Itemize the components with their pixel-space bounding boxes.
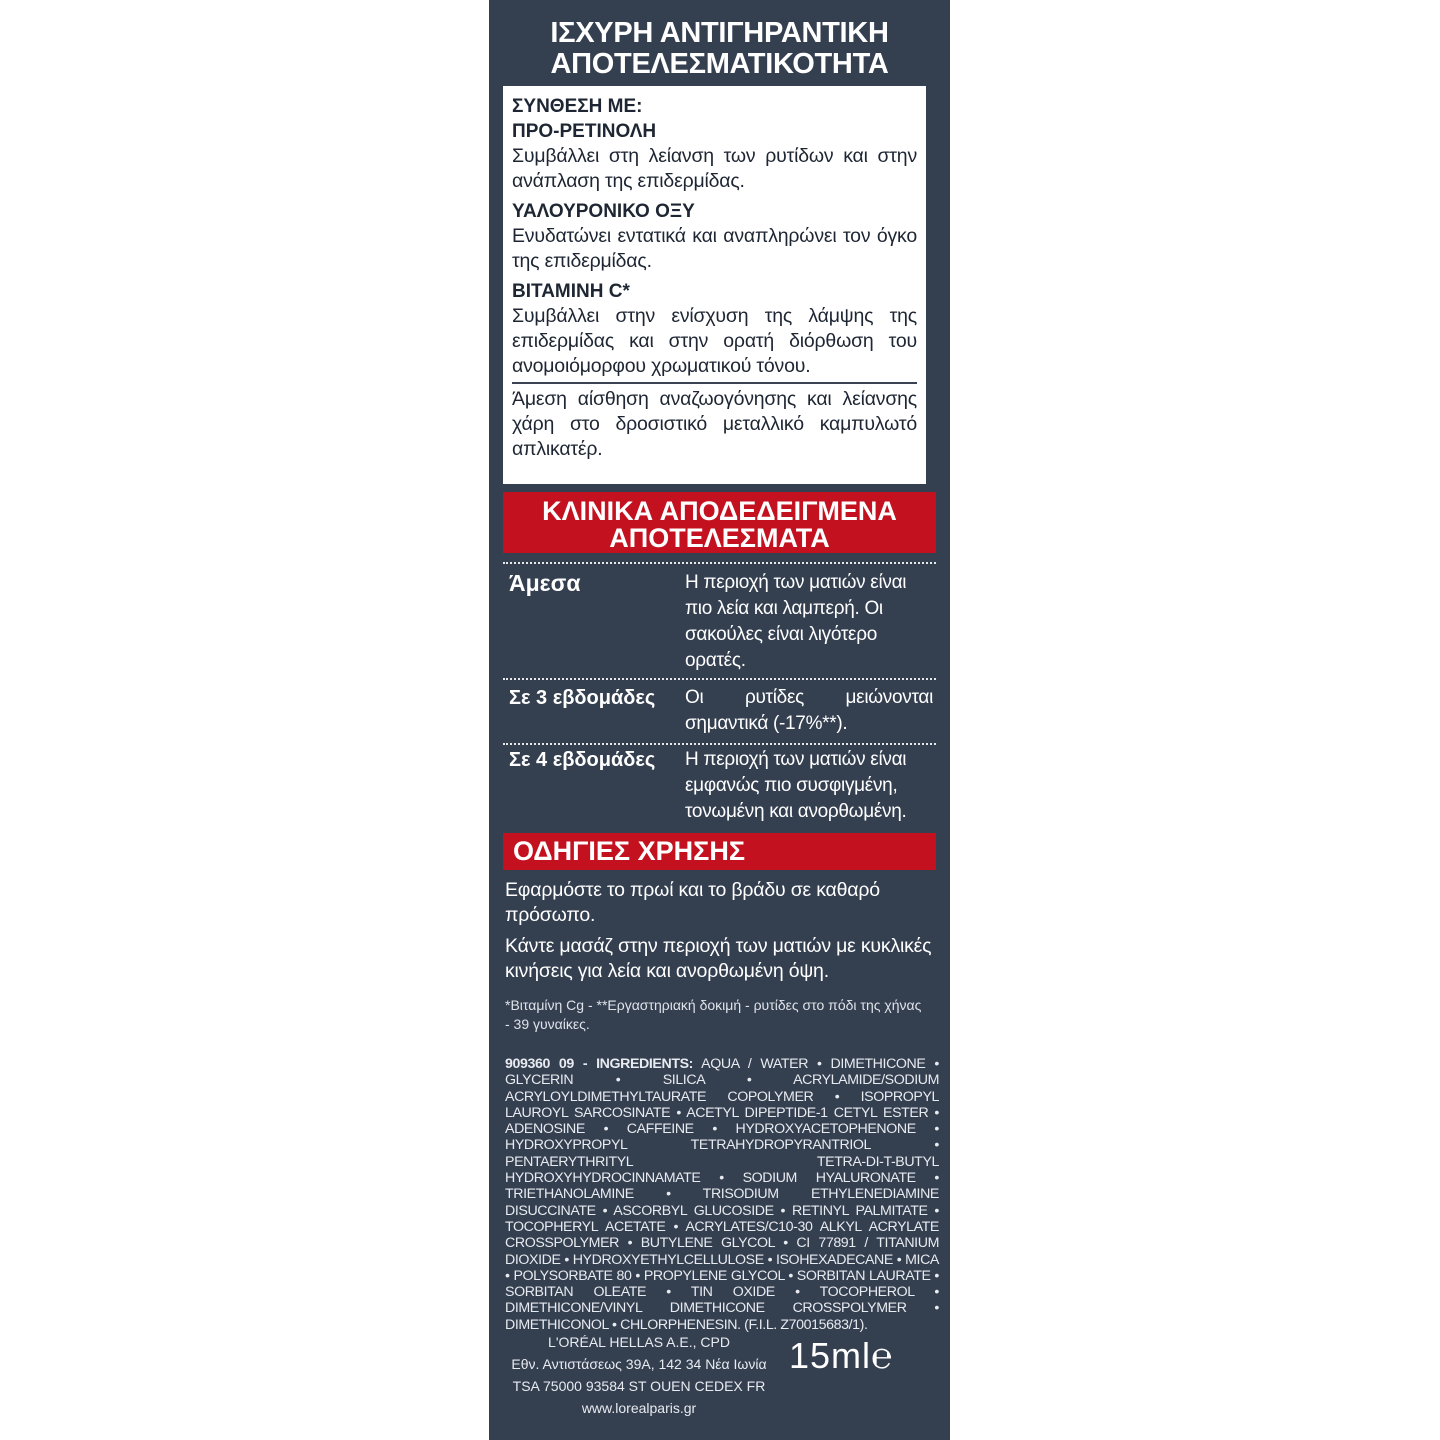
ingredients-code: 909360 09 - INGREDIENTS:	[505, 1056, 693, 1072]
results-what: Οι ρυτίδες μειώνονται σημαντικά (-17%**).	[685, 687, 933, 734]
footnote: *Βιταμίνη Cg - **Εργαστηριακή δοκιμή - ρυτίδες στο πόδι της χήνας - 39 γυναίκες.	[505, 997, 922, 1032]
company-website[interactable]: www.lorealparis.gr	[581, 1400, 697, 1416]
results-what: Η περιοχή των ματιών είναι εμφανώς πιο συσφιγμένη, τονωμένη και ανορθωμένη.	[685, 749, 907, 822]
company-name: L'ORÉAL HELLAS A.E., CPD	[548, 1334, 730, 1350]
divider	[512, 382, 917, 384]
dotted-divider	[503, 562, 936, 564]
results-what: Η περιοχή των ματιών είναι πιο λεία και λαμπερή. Οι σακούλες είναι λιγότερο ορατές.	[685, 572, 907, 671]
dotted-divider	[503, 743, 936, 745]
usage-paragraph-1: Εφαρμόστε το πρωί και το βράδυ σε καθαρό πρόσωπο.	[505, 879, 880, 926]
results-when: Σε 4 εβδομάδες	[509, 749, 656, 771]
company-address: Εθν. Αντιστάσεως 39Α, 142 34 Νέα Ιωνία	[511, 1356, 767, 1372]
ingredient-name: ΠΡΟ-ΡΕΤΙΝΟΛΗ	[512, 121, 657, 142]
results-title-line-2: ΑΠΟΤΕΛΕΣΜΑΤΑ	[609, 523, 830, 553]
ingredient-description: Ενυδατώνει εντατικά και αναπληρώνει τον όγκο της επιδερμίδας.	[512, 225, 917, 272]
ingredients-list	[505, 1056, 939, 1333]
results-when: Σε 3 εβδομάδες	[509, 687, 656, 709]
usage-title-bar	[503, 833, 936, 870]
usage-title: ΟΔΗΓΙΕΣ ΧΡΗΣΗΣ	[513, 836, 746, 866]
header-line-2: ΑΠΟΤΕΛΕΣΜΑΤΙΚΟΤΗΤΑ	[550, 48, 889, 80]
results-title-line-1: ΚΛΙΝΙΚΑ ΑΠΟΔΕΔΕΙΓΜΕΝΑ	[542, 496, 897, 526]
dotted-divider	[503, 678, 936, 680]
ingredient-name: ΥΑΛΟΥΡΟΝΙΚΟ ΟΞΥ	[512, 201, 695, 222]
ingredients-text: AQUA / WATER • DIMETHICONE • GLYCERIN • SILICA • ACRYLAMIDE/SODIUM ACRYLOYLDIMETHYLTAURATE COPOLYMER • ISOPROPYL LAUROYL SARCOSINATE • ACETYL DIPEPTIDE-1 CETYL ESTER • ADENOSINE • CAFFEINE • HYDROXYACETOPHENONE • HYDROXYPROPYL TETRAHYDROPYRANTRIOL • PENTAERYTHRITYL TETRA-DI-T-BUTYL HYDROXYHYDROCINNAMATE • SODIUM HYALURONATE • TRIETHANOLAMINE • TRISODIUM ETHYLENEDIAMINE DISUCCINATE • ASCORBYL GLUCOSIDE • RETINYL PALMITATE • TOCOPHERYL ACETATE • ACRYLATES/C10-30 ALKYL ACRYLATE CROSSPOLYMER • BUTYLENE GLYCOL • CI 77891 / TITANIUM DIOXIDE • HYDROXYETHYLCELLULOSE • ISOHEXADECANE • MICA • POLYSORBATE 80 • PROPYLENE GLYCOL • SORBITAN LAURATE • SORBITAN OLEATE • TIN OXIDE • TOCOPHEROL • DIMETHICONE/VINYL DIMETHICONE CROSSPOLYMER • DIMETHICONOL • CHLORPHENESIN. (F.I.L. Z70015683/1).	[505, 1056, 939, 1333]
composition-intro: ΣΥΝΘΕΣΗ ΜΕ:	[512, 96, 643, 117]
usage-paragraph-2: Κάντε μασάζ στην περιοχή των ματιών με κυκλικές κινήσεις για λεία και ανορθωμένη όψη.	[505, 935, 932, 982]
ingredient-description: Συμβάλλει στην ενίσχυση της λάμψης της επιδερμίδας και στην ορατή διόρθωση του ανομοιόμορφου χρωματικού τόνου.	[512, 305, 917, 377]
volume-label: 15ml℮	[789, 1335, 894, 1376]
company-france-address: TSA 75000 93584 ST OUEN CEDEX FR	[512, 1378, 766, 1394]
product-label-panel	[489, 0, 950, 1440]
ingredient-name: ΒΙΤΑΜΙΝΗ C*	[512, 281, 630, 302]
applicator-text: Άμεση αίσθηση αναζωογόνησης και λείανσης χάρη στο δροσιστικό μεταλλικό καμπυλωτό απλικατέρ.	[512, 388, 917, 460]
header-title	[489, 18, 950, 80]
composition-box	[503, 86, 926, 484]
results-when: Άμεσα	[509, 570, 581, 596]
ingredient-description: Συμβάλλει στη λείανση των ρυτίδων και στην ανάπλαση της επιδερμίδας.	[512, 145, 917, 192]
results-title-bar	[503, 492, 936, 553]
header-line-1: ΙΣΧΥΡΗ ΑΝΤΙΓΗΡΑΝΤΙΚΗ	[550, 17, 889, 49]
